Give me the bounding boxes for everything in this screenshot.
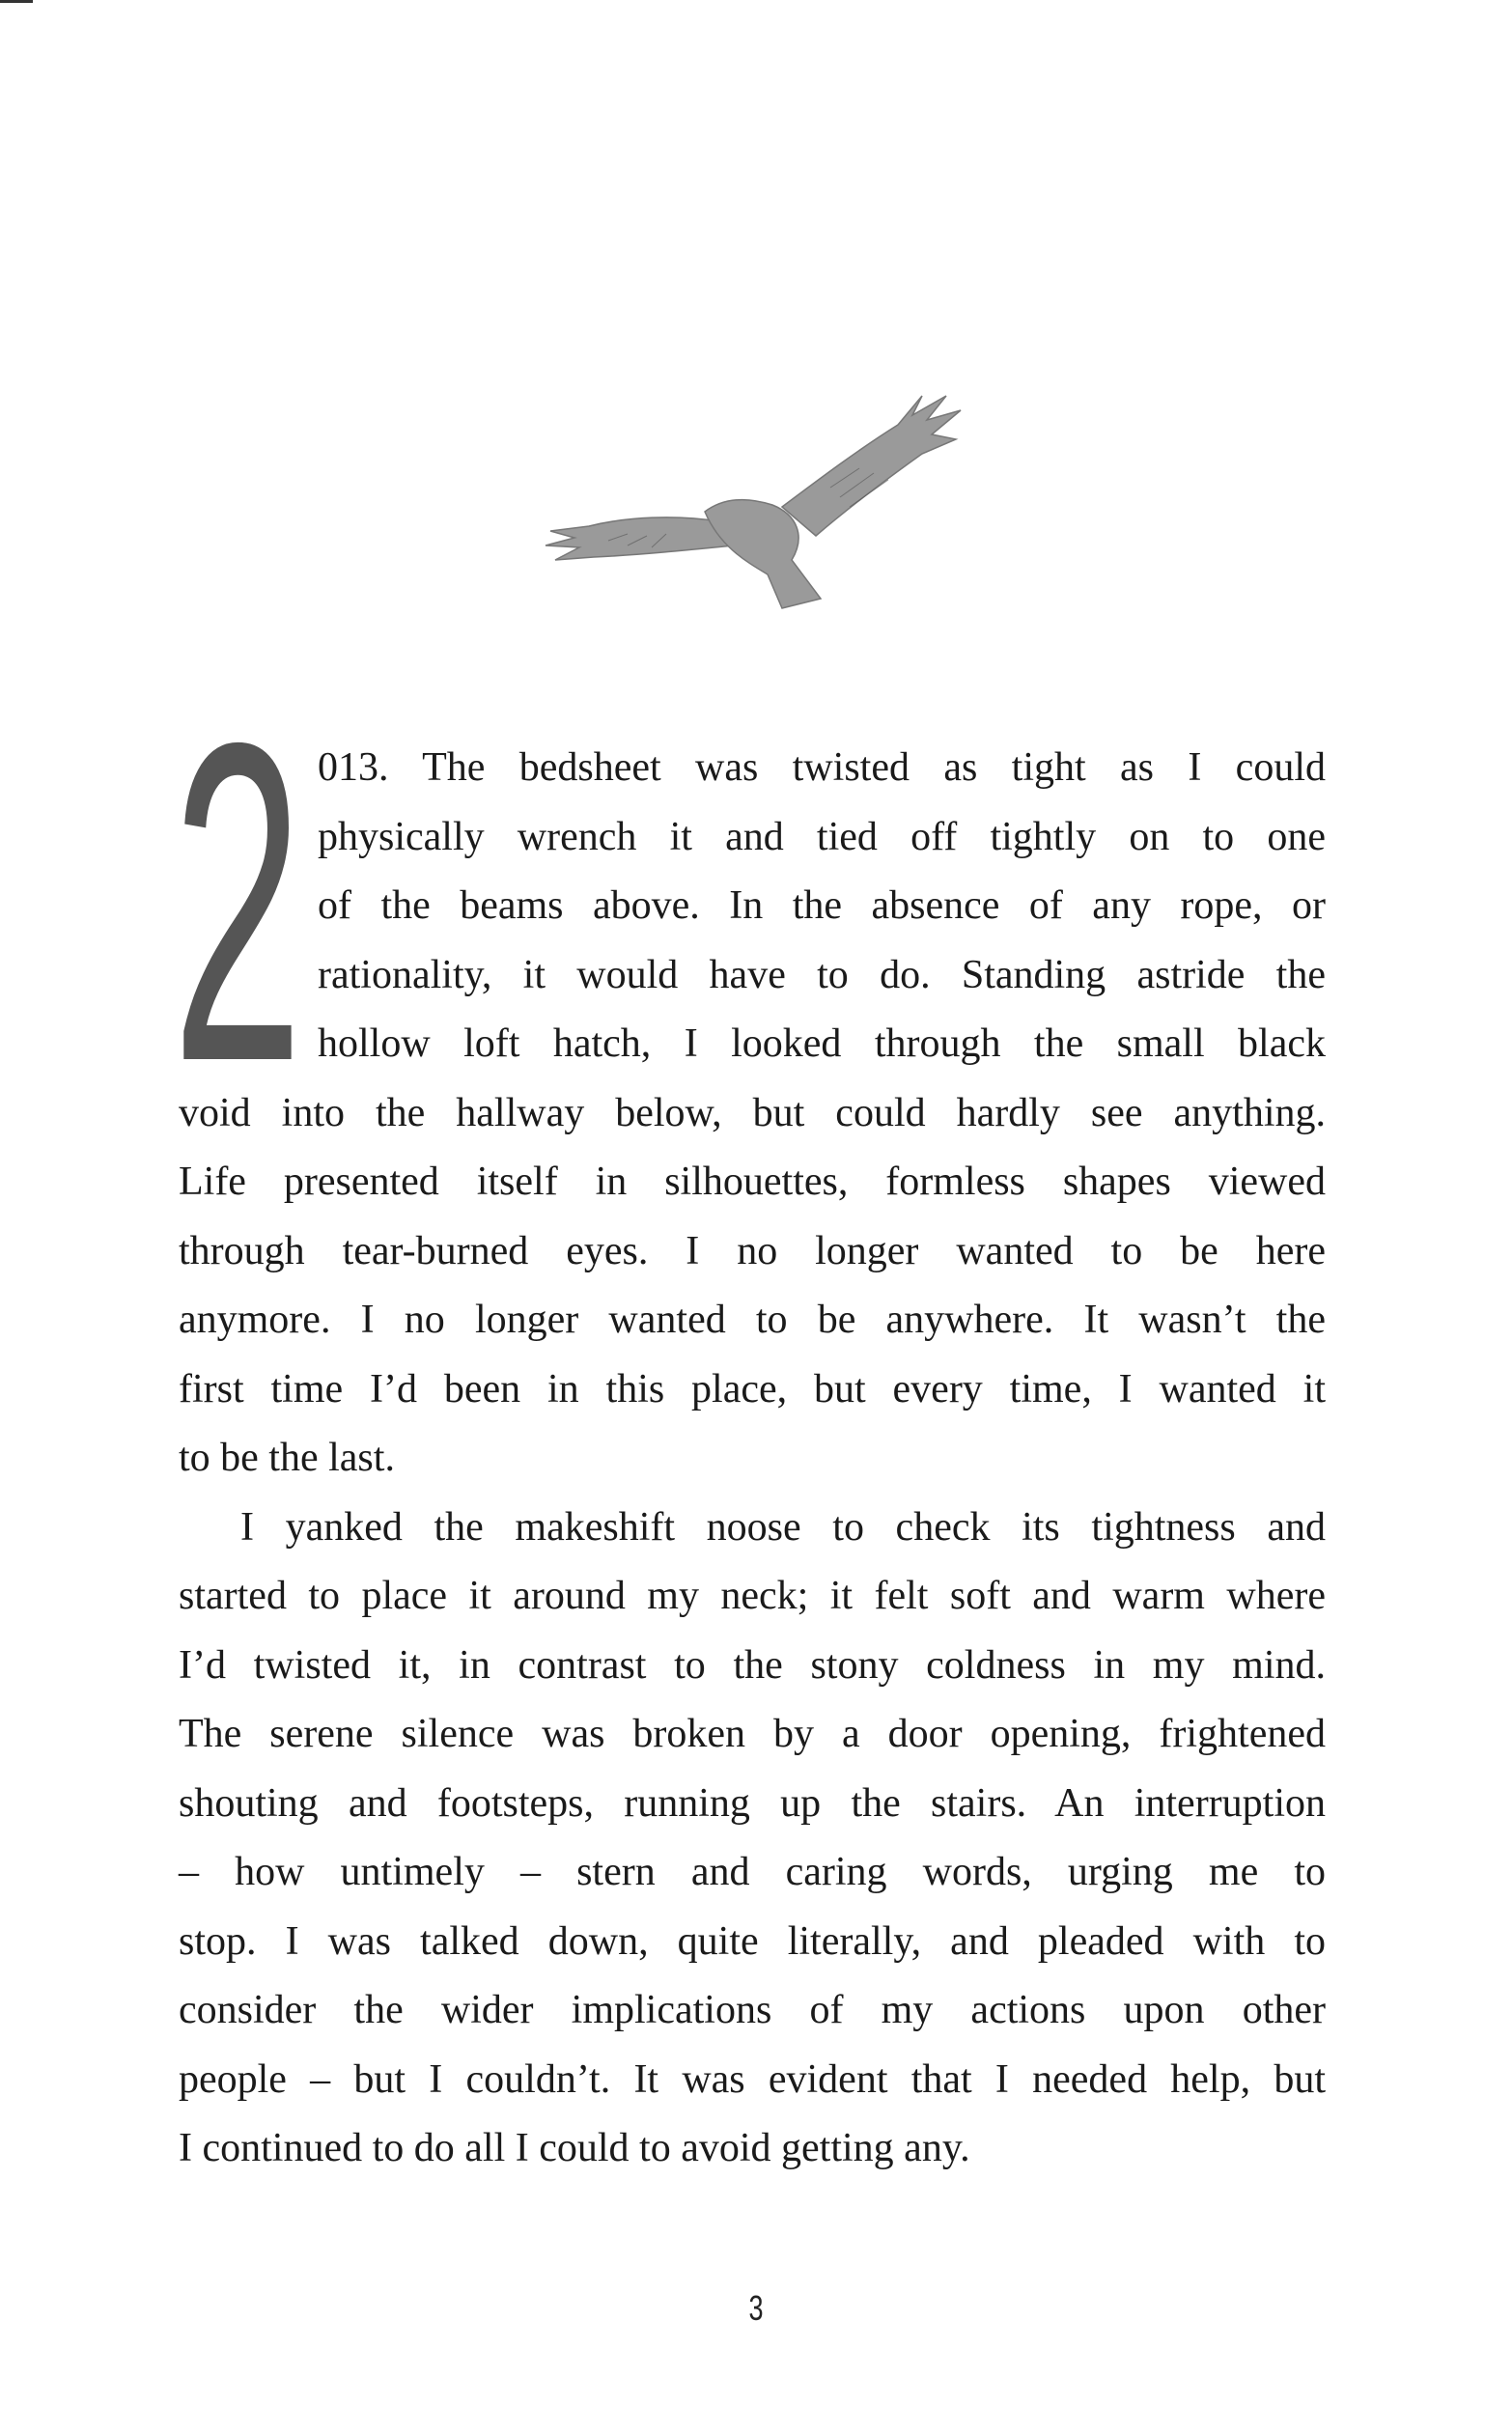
text-line: first time I’d been in this place, but every time, I wanted it xyxy=(179,1366,1326,1412)
text-line: Life presented itself in silhouettes, formless shapes viewed xyxy=(179,1160,1326,1204)
text-line: I yanked the makeshift noose to check its tightness and xyxy=(240,1504,1326,1550)
paragraph xyxy=(179,1494,1326,2184)
paragraph xyxy=(179,734,1326,1494)
scan-edge xyxy=(0,0,33,3)
text-line: physically wrench it and tied off tightly on to one xyxy=(318,814,1326,859)
text-line: stop. I was talked down, quite literally, and pleaded with to xyxy=(179,1918,1326,1964)
text-line: anymore. I no longer wanted to be anywhere. It wasn’t the xyxy=(179,1298,1326,1342)
text-line: – how untimely – stern and caring words, urging me to xyxy=(179,1850,1326,1894)
text-line: people – but I couldn’t. It was evident that I needed help, but xyxy=(179,2056,1326,2102)
text-line: through tear-burned eyes. I no longer wanted to be here xyxy=(179,1228,1326,1273)
text-line: I’d twisted it, in contrast to the stony coldness in my mind. xyxy=(179,1642,1326,1688)
body-text xyxy=(179,734,1326,2184)
text-line: to be the last. xyxy=(179,1436,395,1480)
text-line: of the beams above. In the absence of any rope, or xyxy=(318,883,1326,928)
page-number: 3 xyxy=(748,2288,764,2328)
text-line: hollow loft hatch, I looked through the small black xyxy=(318,1021,1326,1066)
text-line: 013. The bedsheet was twisted as tight as I could xyxy=(318,745,1326,790)
text-line: started to place it around my neck; it felt soft and warm where xyxy=(179,1574,1326,1618)
drop-cap-glyph: 2 xyxy=(172,649,303,1156)
text-line: rationality, it would have to do. Standing astride the xyxy=(318,952,1326,997)
text-line: consider the wider implications of my actions upon other xyxy=(179,1988,1326,2032)
hawk-illustration-icon xyxy=(541,391,966,618)
text-line: shouting and footsteps, running up the stairs. An interruption xyxy=(179,1780,1326,1826)
text-line: The serene silence was broken by a door opening, frightened xyxy=(179,1712,1326,1756)
text-line: void into the hallway below, but could hardly see anything. xyxy=(179,1090,1326,1135)
text-line: I continued to do all I could to avoid getting any. xyxy=(179,2126,970,2170)
